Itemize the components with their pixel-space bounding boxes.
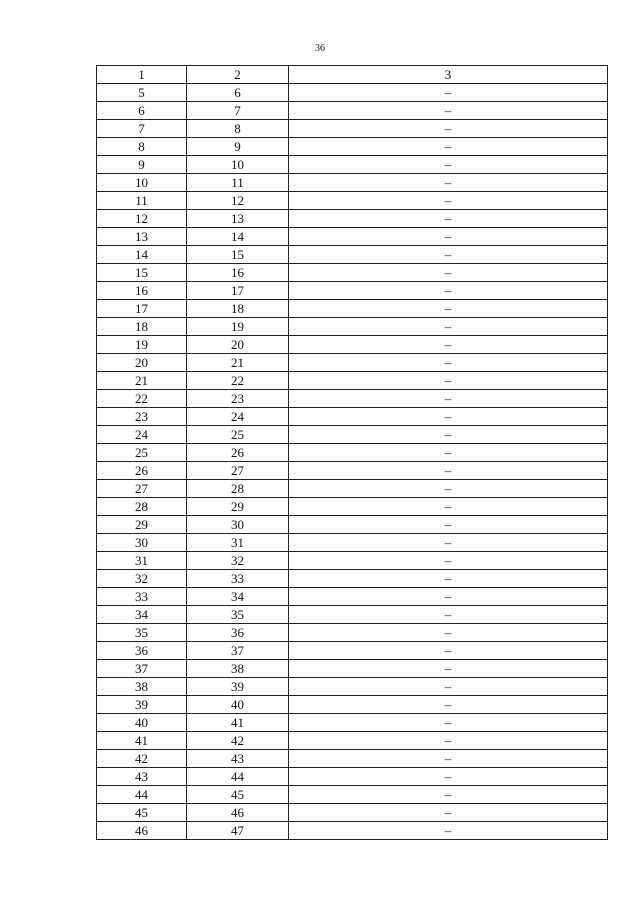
- table-cell-col-2: 19: [187, 318, 289, 336]
- table-cell-col-2: 38: [187, 660, 289, 678]
- table-cell-col-3: –: [289, 192, 608, 210]
- table-cell-col-3: –: [289, 678, 608, 696]
- table-cell-col-1: 23: [97, 408, 187, 426]
- table-row: [97, 228, 608, 246]
- table-cell-col-2: 10: [187, 156, 289, 174]
- table-cell-col-3: –: [289, 228, 608, 246]
- table-cell-col-1: 10: [97, 174, 187, 192]
- table-cell-col-2: 28: [187, 480, 289, 498]
- table-cell-col-3: –: [289, 480, 608, 498]
- table-row: [97, 768, 608, 786]
- table-cell-col-2: 34: [187, 588, 289, 606]
- table-cell-col-3: –: [289, 588, 608, 606]
- table-cell-col-3: –: [289, 624, 608, 642]
- table-cell-col-3: –: [289, 354, 608, 372]
- table-row: [97, 264, 608, 282]
- table-cell-col-3: –: [289, 102, 608, 120]
- table-cell-col-2: 33: [187, 570, 289, 588]
- table-cell-col-2: 41: [187, 714, 289, 732]
- table-row: [97, 516, 608, 534]
- table-row: [97, 642, 608, 660]
- table-cell-col-1: 43: [97, 768, 187, 786]
- table-cell-col-1: 7: [97, 120, 187, 138]
- table-row: [97, 246, 608, 264]
- table-cell-col-2: 32: [187, 552, 289, 570]
- table-cell-col-2: 17: [187, 282, 289, 300]
- table-row: [97, 444, 608, 462]
- table-row: [97, 804, 608, 822]
- table-cell-col-1: 40: [97, 714, 187, 732]
- table-cell-col-3: –: [289, 732, 608, 750]
- table-row: [97, 714, 608, 732]
- table-row: [97, 750, 608, 768]
- table-cell-col-2: 37: [187, 642, 289, 660]
- table-cell-col-2: 6: [187, 84, 289, 102]
- table-cell-col-1: 41: [97, 732, 187, 750]
- table-cell-col-3: –: [289, 804, 608, 822]
- table-cell-col-2: 9: [187, 138, 289, 156]
- table-cell-col-1: 32: [97, 570, 187, 588]
- table-cell-col-1: 14: [97, 246, 187, 264]
- table-cell-col-3: –: [289, 426, 608, 444]
- table-cell-col-1: 21: [97, 372, 187, 390]
- table-row: [97, 102, 608, 120]
- table-cell-col-2: 42: [187, 732, 289, 750]
- table-cell-col-2: 12: [187, 192, 289, 210]
- table-cell-col-2: 23: [187, 390, 289, 408]
- table-cell-col-2: 13: [187, 210, 289, 228]
- header-cell-3: 3: [289, 66, 608, 84]
- table-cell-col-1: 28: [97, 498, 187, 516]
- table-row: [97, 354, 608, 372]
- table-cell-col-1: 38: [97, 678, 187, 696]
- table-cell-col-1: 46: [97, 822, 187, 840]
- table-cell-col-3: –: [289, 138, 608, 156]
- table-cell-col-3: –: [289, 534, 608, 552]
- table-cell-col-1: 30: [97, 534, 187, 552]
- table-row: [97, 462, 608, 480]
- header-cell-2: 2: [187, 66, 289, 84]
- table-cell-col-1: 6: [97, 102, 187, 120]
- table-cell-col-3: –: [289, 714, 608, 732]
- table-cell-col-3: –: [289, 264, 608, 282]
- table-cell-col-1: 24: [97, 426, 187, 444]
- table-cell-col-2: 14: [187, 228, 289, 246]
- table-cell-col-2: 7: [187, 102, 289, 120]
- table-cell-col-1: 8: [97, 138, 187, 156]
- table-cell-col-3: –: [289, 390, 608, 408]
- table-cell-col-3: –: [289, 750, 608, 768]
- table-cell-col-3: –: [289, 156, 608, 174]
- table-cell-col-1: 45: [97, 804, 187, 822]
- table-cell-col-1: 15: [97, 264, 187, 282]
- table-cell-col-3: –: [289, 786, 608, 804]
- table-cell-col-2: 30: [187, 516, 289, 534]
- table-cell-col-2: 39: [187, 678, 289, 696]
- table-row: [97, 696, 608, 714]
- table-cell-col-1: 36: [97, 642, 187, 660]
- table-row: [97, 480, 608, 498]
- table-cell-col-2: 22: [187, 372, 289, 390]
- header-cell-1: 1: [97, 66, 187, 84]
- table-row: [97, 534, 608, 552]
- table-cell-col-2: 11: [187, 174, 289, 192]
- table-cell-col-2: 26: [187, 444, 289, 462]
- table-cell-col-1: 5: [97, 84, 187, 102]
- table-cell-col-1: 25: [97, 444, 187, 462]
- table-cell-col-2: 24: [187, 408, 289, 426]
- table-cell-col-3: –: [289, 696, 608, 714]
- table-row: [97, 660, 608, 678]
- table-cell-col-3: –: [289, 246, 608, 264]
- table-cell-col-1: 35: [97, 624, 187, 642]
- table-cell-col-1: 29: [97, 516, 187, 534]
- table-cell-col-3: –: [289, 282, 608, 300]
- table-row: [97, 84, 608, 102]
- table-cell-col-1: 27: [97, 480, 187, 498]
- table-cell-col-1: 42: [97, 750, 187, 768]
- table-row: [97, 120, 608, 138]
- table-row: [97, 300, 608, 318]
- table-cell-col-2: 25: [187, 426, 289, 444]
- table-cell-col-2: 20: [187, 336, 289, 354]
- table-cell-col-3: –: [289, 84, 608, 102]
- table-cell-col-1: 18: [97, 318, 187, 336]
- table-cell-col-3: –: [289, 372, 608, 390]
- table-cell-col-1: 31: [97, 552, 187, 570]
- table-cell-col-3: –: [289, 822, 608, 840]
- table-cell-col-1: 20: [97, 354, 187, 372]
- table-cell-col-2: 45: [187, 786, 289, 804]
- table-cell-col-1: 11: [97, 192, 187, 210]
- table-row: [97, 138, 608, 156]
- table-cell-col-1: 17: [97, 300, 187, 318]
- table-cell-col-1: 33: [97, 588, 187, 606]
- table-cell-col-3: –: [289, 210, 608, 228]
- table-row: [97, 552, 608, 570]
- table-cell-col-1: 16: [97, 282, 187, 300]
- table-row: [97, 192, 608, 210]
- table-cell-col-3: –: [289, 462, 608, 480]
- table-cell-col-2: 21: [187, 354, 289, 372]
- table-cell-col-3: –: [289, 768, 608, 786]
- table-header-row: [97, 66, 608, 84]
- table-cell-col-2: 35: [187, 606, 289, 624]
- table-cell-col-3: –: [289, 300, 608, 318]
- table-row: [97, 624, 608, 642]
- table-cell-col-3: –: [289, 174, 608, 192]
- table-row: [97, 426, 608, 444]
- table-cell-col-3: –: [289, 606, 608, 624]
- table-row: [97, 210, 608, 228]
- table-cell-col-2: 47: [187, 822, 289, 840]
- table-cell-col-3: –: [289, 318, 608, 336]
- table-body: [97, 66, 608, 840]
- table-cell-col-2: 8: [187, 120, 289, 138]
- table-row: [97, 174, 608, 192]
- table-cell-col-3: –: [289, 336, 608, 354]
- table-cell-col-2: 46: [187, 804, 289, 822]
- table-row: [97, 606, 608, 624]
- table-cell-col-3: –: [289, 408, 608, 426]
- table-cell-col-1: 13: [97, 228, 187, 246]
- table-cell-col-2: 27: [187, 462, 289, 480]
- table-cell-col-2: 36: [187, 624, 289, 642]
- table-row: [97, 336, 608, 354]
- table-row: [97, 588, 608, 606]
- table-cell-col-1: 34: [97, 606, 187, 624]
- table-cell-col-1: 39: [97, 696, 187, 714]
- table-row: [97, 282, 608, 300]
- table-cell-col-2: 31: [187, 534, 289, 552]
- table-row: [97, 372, 608, 390]
- table-cell-col-3: –: [289, 120, 608, 138]
- table-cell-col-1: 9: [97, 156, 187, 174]
- table-cell-col-2: 18: [187, 300, 289, 318]
- table-cell-col-2: 44: [187, 768, 289, 786]
- table-cell-col-3: –: [289, 660, 608, 678]
- table-cell-col-3: –: [289, 516, 608, 534]
- table-cell-col-1: 12: [97, 210, 187, 228]
- table-row: [97, 732, 608, 750]
- table-cell-col-1: 26: [97, 462, 187, 480]
- page-number: 36: [315, 43, 325, 54]
- table-row: [97, 570, 608, 588]
- table-cell-col-2: 16: [187, 264, 289, 282]
- table-cell-col-1: 22: [97, 390, 187, 408]
- table-cell-col-3: –: [289, 642, 608, 660]
- table-row: [97, 318, 608, 336]
- table-cell-col-2: 40: [187, 696, 289, 714]
- table-row: [97, 390, 608, 408]
- table-cell-col-2: 43: [187, 750, 289, 768]
- table-row: [97, 786, 608, 804]
- table-row: [97, 156, 608, 174]
- table-cell-col-3: –: [289, 444, 608, 462]
- table-row: [97, 408, 608, 426]
- table-cell-col-1: 37: [97, 660, 187, 678]
- table-row: [97, 498, 608, 516]
- table-cell-col-1: 44: [97, 786, 187, 804]
- table-row: [97, 822, 608, 840]
- table-cell-col-2: 29: [187, 498, 289, 516]
- data-table: [96, 65, 608, 840]
- table-cell-col-3: –: [289, 498, 608, 516]
- table-cell-col-3: –: [289, 570, 608, 588]
- table-row: [97, 678, 608, 696]
- table-cell-col-2: 15: [187, 246, 289, 264]
- table-cell-col-1: 19: [97, 336, 187, 354]
- table-cell-col-3: –: [289, 552, 608, 570]
